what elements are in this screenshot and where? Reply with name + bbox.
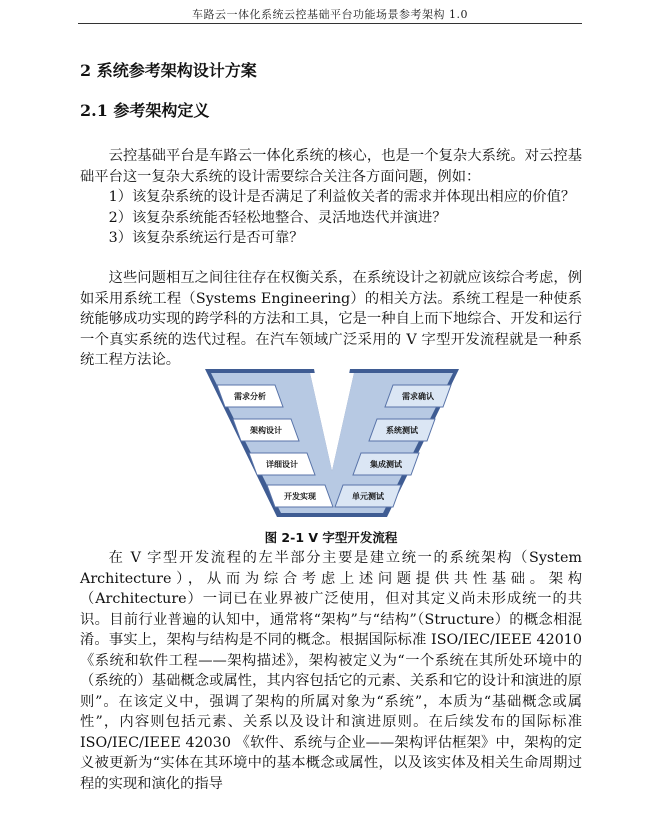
intro-block [80, 146, 582, 249]
left-stage-label: 需求分析 [234, 392, 266, 401]
question-item-2: 2）该复杂系统能否轻松地整合、灵活地迭代并演进？ [108, 209, 447, 226]
left-stage-label: 详细设计 [266, 460, 298, 469]
left-stage-label: 开发实现 [284, 492, 316, 501]
question-item-3: 3）该复杂系统运行是否可靠？ [108, 230, 304, 246]
architecture-paragraph: 在 V 字型开发流程的左半部分主要是建立统一的系统架构（System Architecture），从而为综合考虑上述问题提供共性基础。架构（Architecture）一词已在业界被广泛使用，但对其定义尚未形成统一的共识。目前行业普遍的认知中，通常将“架构”与“结构”（Structure）的概念相混淆。事实上，架构与结构是不同的概念。根据国际标准 ISO/IEC/IEEE 42010《系统和软件工程——架构描述》，架构被定义为“一个系统在其所处环境中的（系统的）基础概念或属性，其内容包括它的元素、关系和它的设计和演进的原则”。在该定义中，强调了架构的所属对象为“系统”，本质为“基础概念或属性”，内容则包括元素、关系以及设计和演进原则。在后续发布的国际标准 ISO/IEC/IEEE 42030 《软件、系统与企业——架构评估框架》中，架构的定义被更新为“实体在其环境中的基本概念或属性，以及该实体及相关生命周期过程的实现和演化的指导 [80, 550, 582, 792]
right-stage-label: 单元测试 [352, 492, 384, 501]
subsection-heading: 2.1 参考架构定义 [80, 101, 210, 120]
intro-paragraph: 云控基础平台是车路云一体化系统的核心，也是一个复杂大系统。对云控基础平台这一复杂大系统的设计需要综合关注各方面问题，例如： [80, 148, 582, 185]
figure-caption: 图 2-1 V 字型开发流程 [264, 530, 398, 545]
v-model-diagram [203, 367, 461, 519]
left-stage-label: 架构设计 [250, 426, 282, 435]
running-header: 车路云一体化系统云控基础平台功能场景参考架构 1.0 [192, 8, 468, 21]
right-stage-label: 系统测试 [386, 426, 418, 435]
right-stage-label: 需求确认 [402, 392, 434, 401]
question-item-1: 1）该复杂系统的设计是否满足了利益攸关者的需求并体现出相应的价值？ [108, 189, 576, 205]
header-divider [78, 23, 582, 24]
section-heading: 2 系统参考架构设计方案 [80, 61, 257, 80]
systems-engineering-paragraph: 这些问题相互之间往往存在权衡关系，在系统设计之初就应该综合考虑，例如采用系统工程（Systems Engineering）的相关方法。系统工程是一种使系统能够成功实现的跨学科的方法和工具，它是一种自上而下地综合、开发和运行一个真实系统的迭代过程。在汽车领域广泛采用的 V 字型开发流程就是一种系统工程方法论。 [80, 270, 582, 368]
right-stage-label: 集成测试 [370, 460, 402, 469]
